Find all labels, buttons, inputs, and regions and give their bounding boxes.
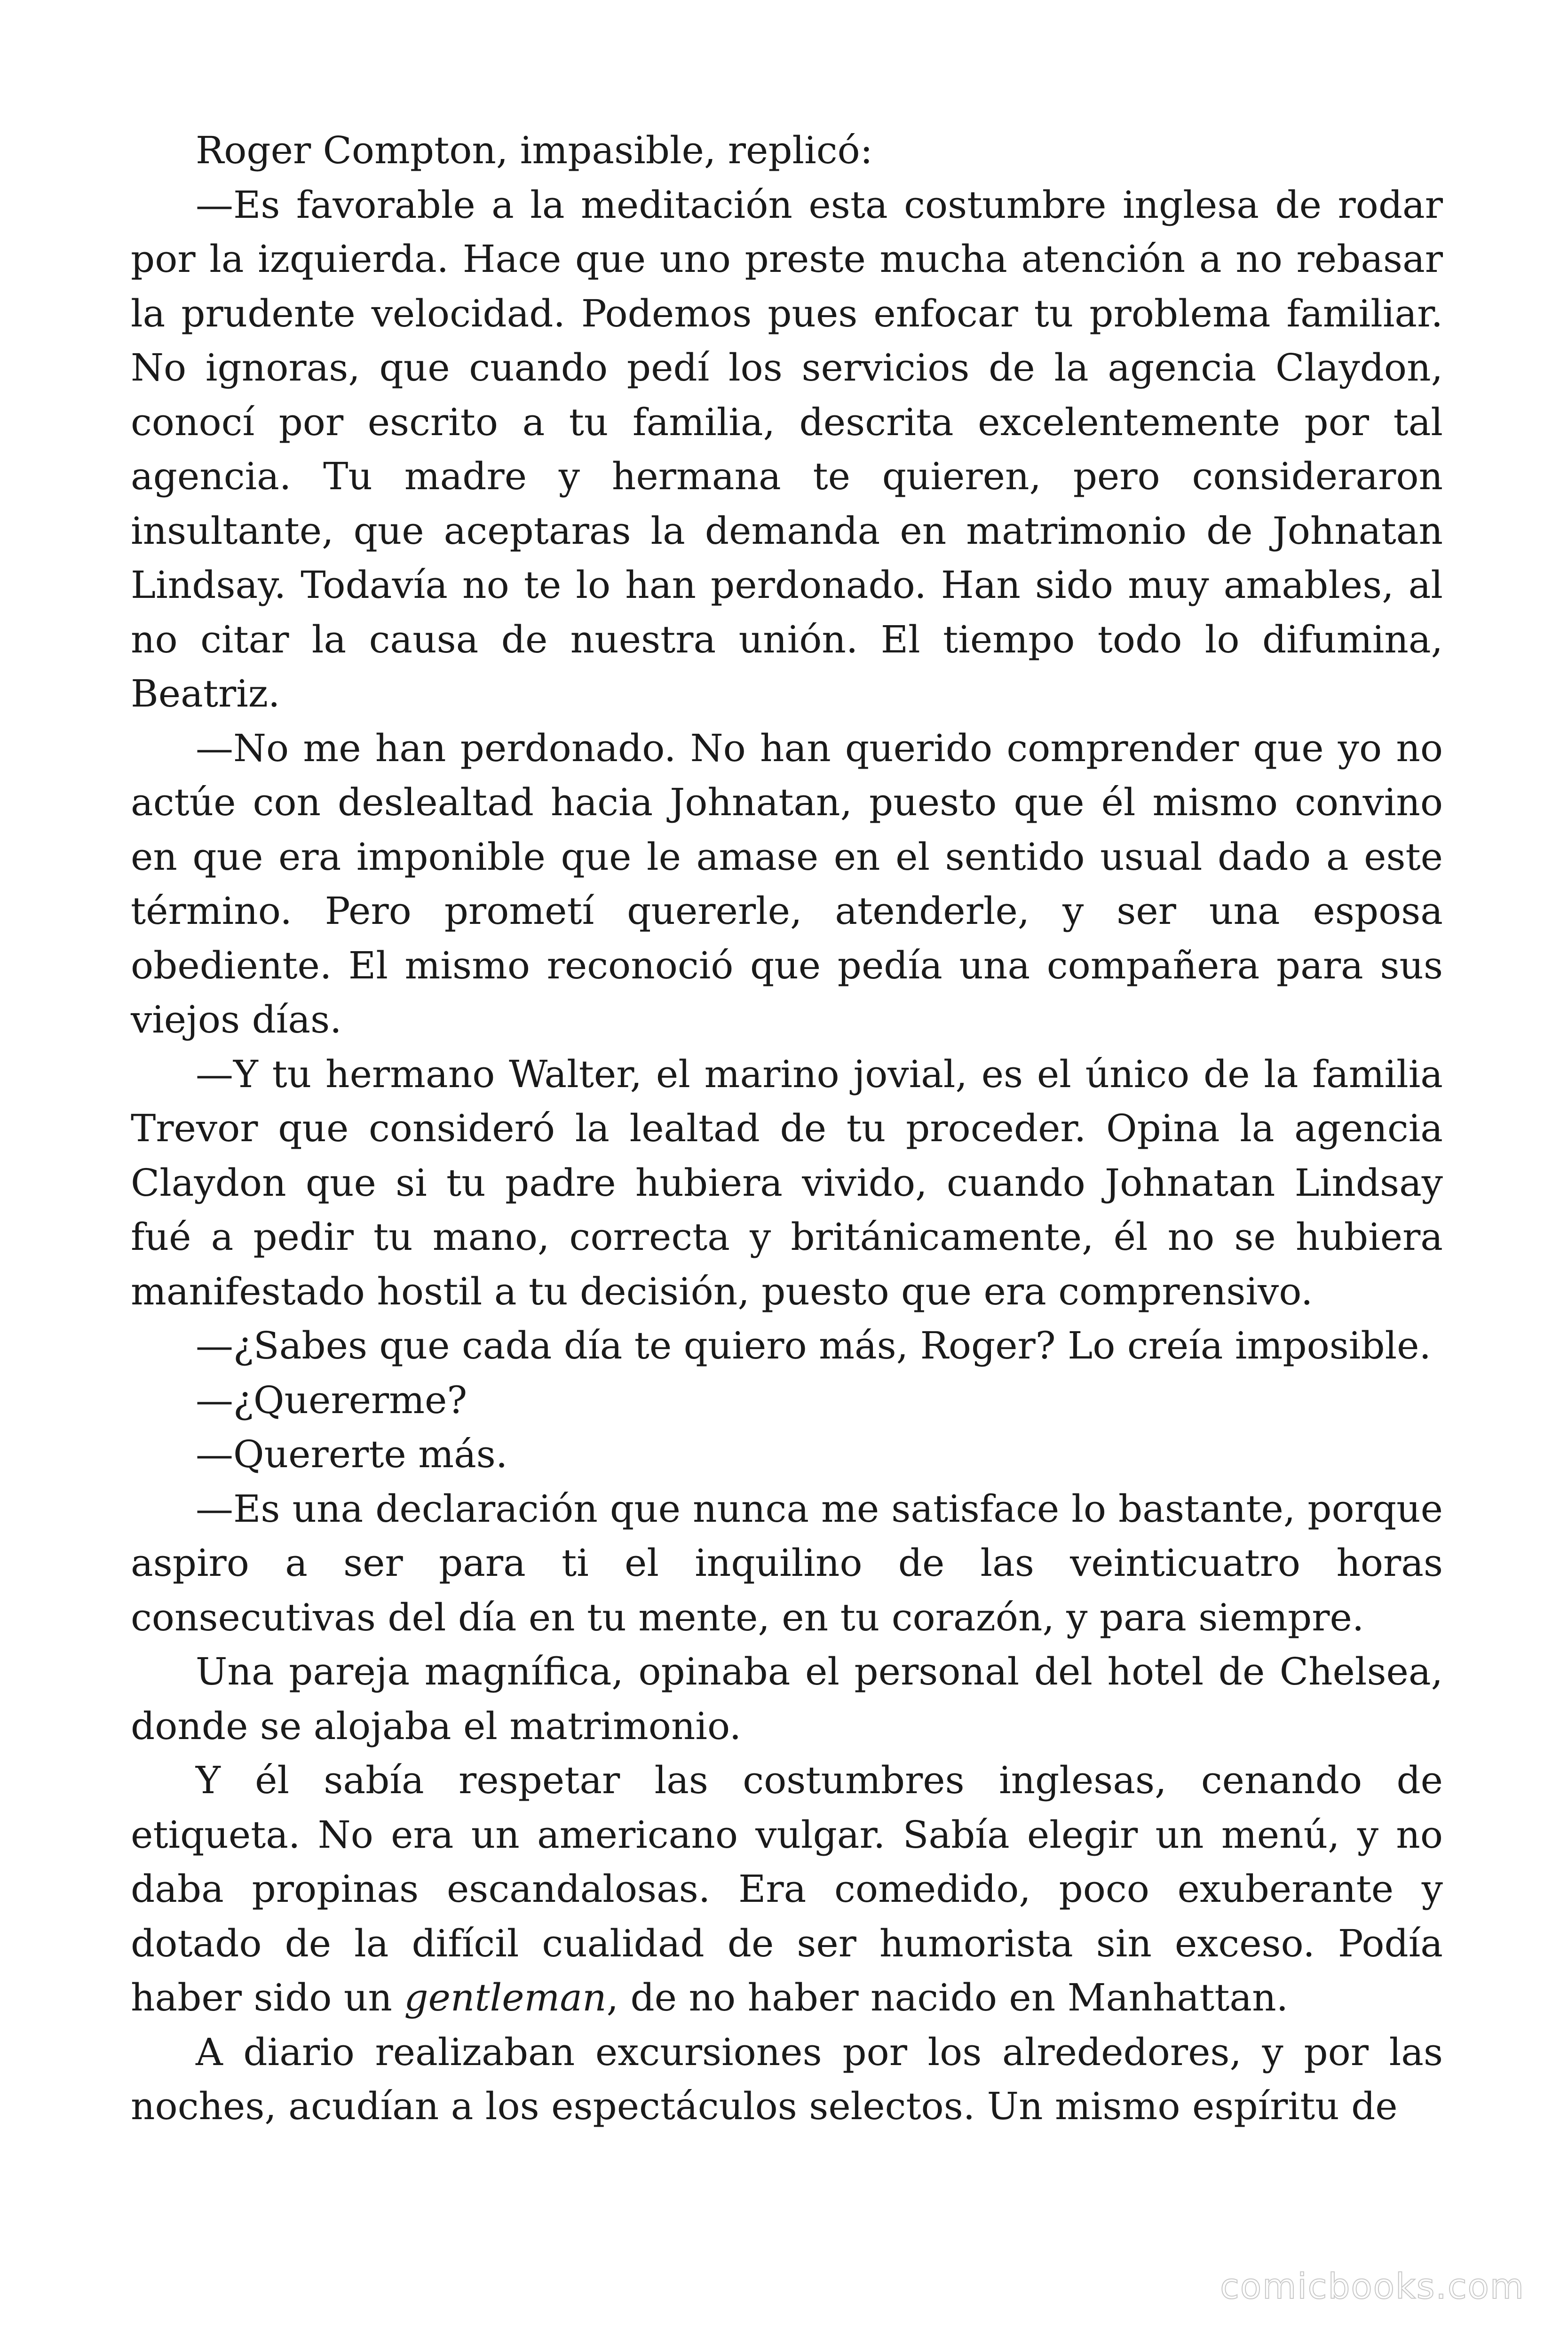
paragraph: —Es favorable a la meditación esta costumbre inglesa de rodar por la izquierda. Hace que uno preste mucha atención a no rebasar la prudente velocidad. Podemos pues enfocar tu problema familiar. No ignoras, que cuando pedí los servicios de la agencia Claydon, conocí por escrito a tu familia, descrita excelentemente por tal agencia. Tu madre y hermana te quieren, pero consideraron insultante, que aceptaras la demanda en matrimonio de Johnatan Lindsay. Todavía no te lo han perdonado. Han sido muy amables, al no citar la causa de nuestra unión. El tiempo todo lo difumina, Beatriz. (131, 183, 1443, 715)
watermark: comicbooks.com (1220, 2266, 1525, 2307)
paragraph: —Quererte más. (196, 1432, 508, 1476)
page-body-text (131, 123, 1443, 2134)
paragraph: —¿Sabes que cada día te quiero más, Roger? Lo creía imposible. (196, 1324, 1431, 1367)
italic-word: gentleman (404, 1976, 607, 2019)
paragraph: —No me han perdonado. No han querido comprender que yo no actúe con deslealtad hacia Johnatan, puesto que él mismo convino en que era imponible que le amase en el sentido usual dado a este término. Pero prometí quererle, atenderle, y ser una esposa obediente. El mismo reconoció que pedía una compañera para sus viejos días. (131, 726, 1443, 1041)
paragraph: —Y tu hermano Walter, el marino jovial, es el único de la familia Trevor que consideró la lealtad de tu proceder. Opina la agencia Claydon que si tu padre hubiera vivido, cuando Johnatan Lindsay fué a pedir tu mano, correcta y británicamente, él no se hubiera manifestado hostil a tu decisión, puesto que era comprensivo. (131, 1052, 1443, 1313)
paragraph-text: Y él sabía respetar las costumbres inglesas, cenando de etiqueta. No era un americano vulgar. Sabía elegir un menú, y no daba propinas escandalosas. Era comedido, poco exuberante y dotado de la difícil cualidad de ser humorista sin exceso. Podía haber sido un (131, 1758, 1443, 2019)
paragraph: —Es una declaración que nunca me satisface lo bastante, porque aspiro a ser para ti el inquilino de las veinticuatro horas consecutivas del día en tu mente, en tu corazón, y para siempre. (131, 1486, 1443, 1639)
paragraph-text: , de no haber nacido en Manhattan. (606, 1976, 1289, 2019)
paragraph: Roger Compton, impasible, replicó: (196, 128, 873, 172)
paragraph: Una pareja magnífica, opinaba el personal del hotel de Chelsea, donde se alojaba el matrimonio. (131, 1650, 1443, 1748)
paragraph (131, 1753, 1443, 2025)
paragraph: A diario realizaban excursiones por los alrededores, y por las noches, acudían a los espectáculos selectos. Un mismo espíritu de (131, 2030, 1443, 2128)
paragraph: —¿Quererme? (196, 1378, 467, 1422)
